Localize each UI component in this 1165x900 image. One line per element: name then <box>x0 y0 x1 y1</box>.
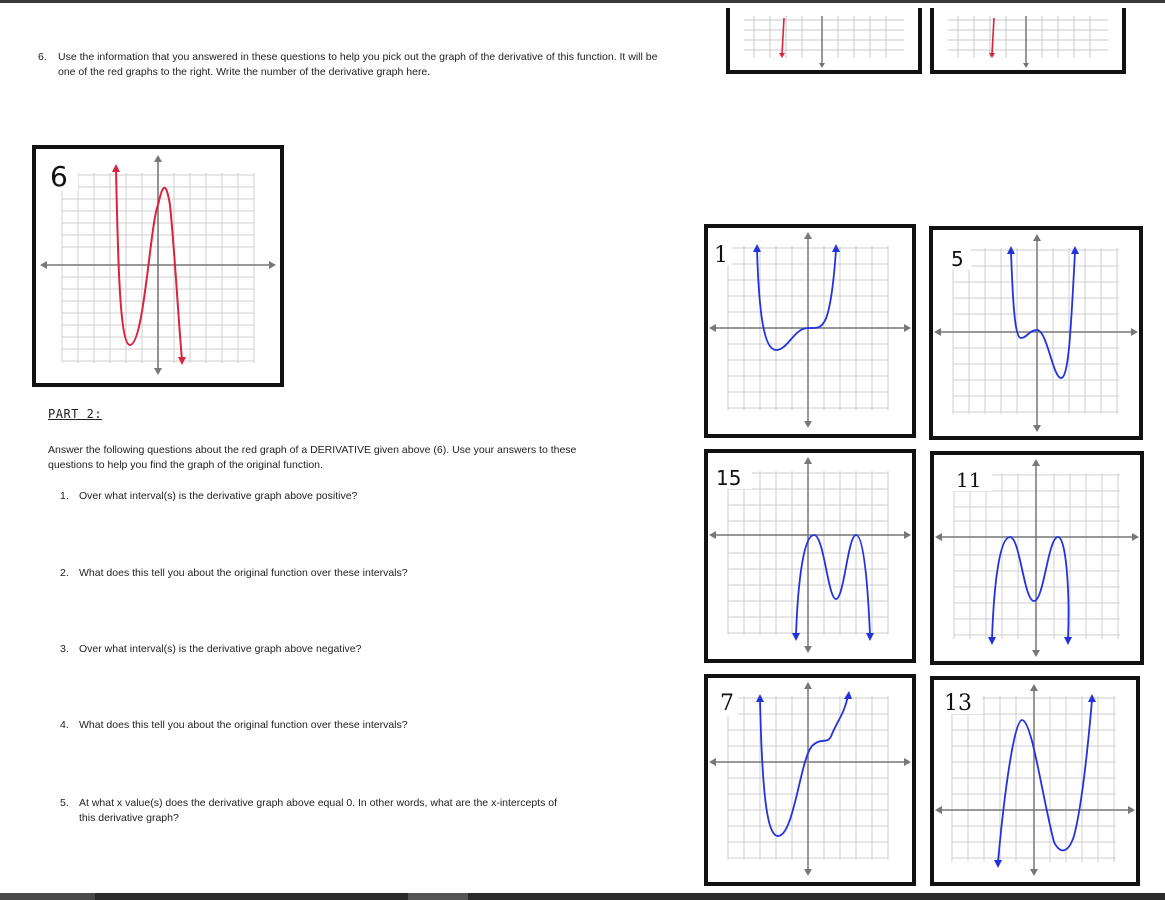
choice-graph-label: 15 <box>716 466 742 490</box>
question-text: What does this tell you about the original function over these intervals? <box>79 567 408 579</box>
question-6-text: Use the information that you answered in these questions to help you pick out the graph of the derivative of this function. It will be one of the red graphs to the right. Write the number of the derivative graph here. <box>58 51 658 78</box>
part2-question-4 <box>60 718 560 733</box>
question-text: Over what interval(s) is the derivative graph above positive? <box>79 490 358 502</box>
choice-graph-label: 11 <box>956 468 982 492</box>
choice-graph-7 <box>704 674 916 886</box>
top-partial-graph-left <box>726 8 922 74</box>
choice-graph-label: 5 <box>951 247 964 271</box>
choice-graph-label: 13 <box>944 691 972 716</box>
question-number: 1. <box>60 490 69 502</box>
part2-intro: Answer the following questions about the red graph of a DERIVATIVE given above (6). Use your answers to these questions to help you find the graph of the original function. <box>48 444 577 471</box>
question-6-number: 6. <box>38 51 47 63</box>
choice-graph-11 <box>930 451 1144 665</box>
question-number: 5. <box>60 797 69 809</box>
part2-question-3 <box>60 642 560 657</box>
top-partial-graph-right <box>930 8 1126 74</box>
bottom-bar-segment <box>408 893 468 900</box>
choice-graph-label: 7 <box>720 691 734 716</box>
main-graph-label: 6 <box>50 160 68 193</box>
main-graph-6 <box>32 145 284 387</box>
part2-question-1 <box>60 489 560 504</box>
choice-graph-1 <box>704 224 916 438</box>
choice-graph-13 <box>930 676 1140 886</box>
part2-heading: PART 2: <box>48 407 103 421</box>
choice-graph-label: 1 <box>714 243 728 268</box>
question-6 <box>38 50 658 80</box>
bottom-bar <box>0 893 1165 900</box>
question-text: What does this tell you about the original function over these intervals? <box>79 719 408 731</box>
question-text: Over what interval(s) is the derivative graph above negative? <box>79 643 362 655</box>
part2-question-2 <box>60 566 560 581</box>
bottom-bar-segment <box>0 893 95 900</box>
part2-question-5 <box>60 796 560 826</box>
question-number: 4. <box>60 719 69 731</box>
top-bar <box>0 0 1165 3</box>
question-number: 3. <box>60 643 69 655</box>
choice-graph-5 <box>929 226 1143 440</box>
choice-graph-15 <box>704 449 916 663</box>
question-text: At what x value(s) does the derivative graph above equal 0. In other words, what are the x-intercepts of this derivative graph? <box>79 797 558 824</box>
question-number: 2. <box>60 567 69 579</box>
